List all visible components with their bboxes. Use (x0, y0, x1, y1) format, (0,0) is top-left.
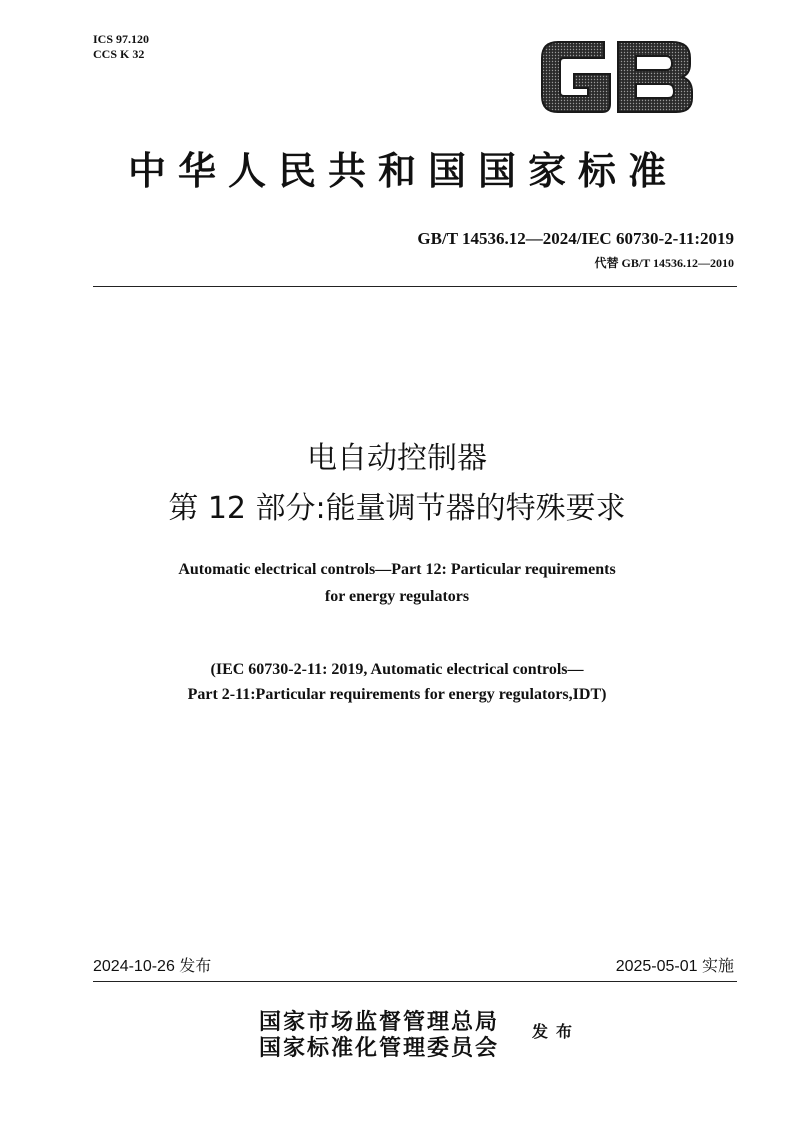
publisher-line1: 国家市场监督管理总局 (259, 1009, 500, 1035)
publish-label: 发布 (532, 1022, 581, 1041)
title-en-line2: for energy regulators (324, 588, 470, 605)
title-en-line1: Automatic electrical controls—Part 12: Particular requirements (178, 561, 616, 578)
gb-logo (536, 36, 696, 118)
title-cn-line1: 电自动控制器 (307, 441, 487, 476)
title-cn-line2: 第 12 部分:能量调节器的特殊要求 (168, 491, 626, 526)
replaces-note: 代替 GB/T 14536.12—2010 (594, 256, 734, 270)
iec-reference-line2: Part 2-11:Particular requirements for energy regulators,IDT) (187, 686, 607, 703)
national-standard-title: 中华人民共和国国家标准 (127, 148, 678, 193)
issue-date: 2024-10-26 发布 (93, 958, 212, 975)
bottom-divider (93, 981, 737, 982)
ics-code: ICS 97.120 (93, 32, 150, 46)
publisher-line2: 国家标准化管理委员会 (259, 1035, 500, 1061)
top-divider (93, 286, 737, 287)
ccs-code: CCS K 32 (93, 47, 145, 61)
standard-number: GB/T 14536.12—2024/IEC 60730-2-11:2019 (417, 229, 734, 248)
implementation-date: 2025-05-01 实施 (615, 958, 734, 975)
iec-reference-line1: (IEC 60730-2-11: 2019, Automatic electrical controls— (210, 661, 584, 678)
